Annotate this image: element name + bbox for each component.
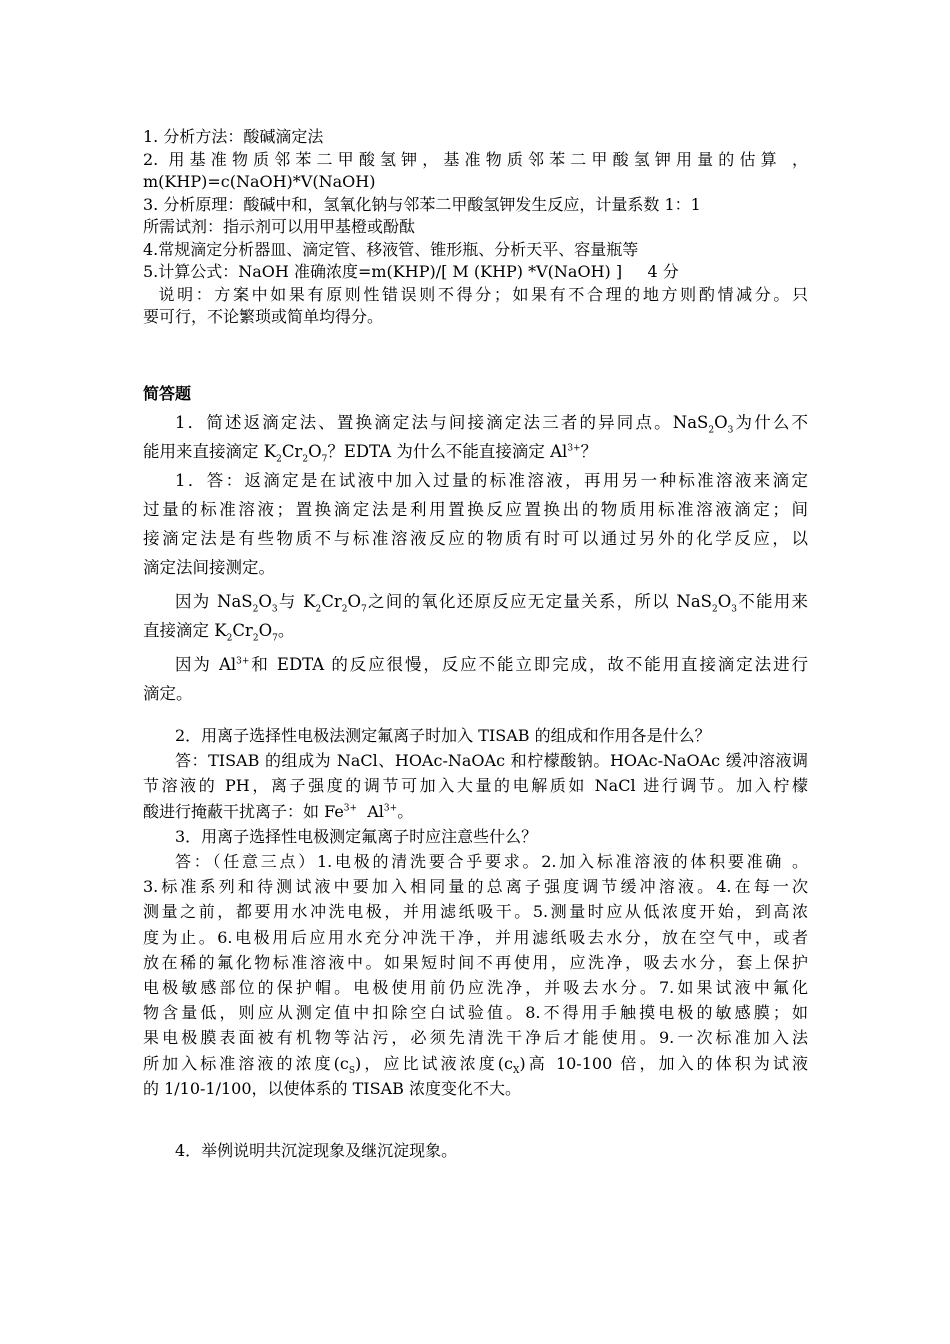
- answer-3-line-6: 电极敏感部位的保护帽。电极使用前仍应洗净，并吸去水分。7.如果试液中氟化: [143, 978, 808, 998]
- plan-line-method: 1. 分析方法：酸碱滴定法: [143, 127, 324, 146]
- section-heading: 简答题: [143, 384, 192, 403]
- answer-1-line-4: 滴定法间接测定。: [143, 558, 275, 577]
- answer-1-para-3-line-2: 滴定。: [143, 684, 193, 703]
- plan-line-standard: 2. 用基准物质邻苯二甲酸氢钾，基准物质邻苯二甲酸氢钾用量的估算 ，: [143, 149, 808, 169]
- question-1-line-1: 1．简述返滴定法、置换滴定法与间接滴定法三者的异同点。$NaS_2O_3$为什么不: [175, 413, 809, 436]
- question-1-line-2: 能用来直接滴定 $K_2Cr_2O_7$？EDTA 为什么不能直接滴定 $Al^{3+}$？: [143, 442, 598, 465]
- plan-line-apparatus: 4.常规滴定分析器皿、滴定管、移液管、锥形瓶、分析天平、容量瓶等: [143, 239, 639, 259]
- answer-2-line-3: 酸进行掩蔽干扰离子：如 $Fe^{3+}$ $Al^{3+}$。: [143, 801, 414, 821]
- question-3: 3．用离子选择性电极测定氟离子时应注意些什么？: [175, 826, 538, 846]
- questions-2-3-block: [143, 723, 808, 1101]
- answer-3-line-1: 答：（任意三点）1.电极的清洗要合乎要求。2.加入标准溶液的体积要准确 。: [175, 852, 808, 872]
- answer-3-line-4: 度为止。6.电极用后应用水充分冲洗干净，并用滤纸吸去水分，放在空气中，或者: [143, 927, 808, 947]
- plan-line-principle: 3. 分析原理：酸碱中和，氢氧化钠与邻苯二甲酸氢钾发生反应，计量系数 1：1: [143, 194, 701, 214]
- answer-2-line-1: 答：TISAB 的组成为 NaCl、HOAc-NaOAc 和柠檬酸钠。HOAc-NaOAc 缓冲溶液调: [175, 751, 808, 771]
- answer-3-line-10: 的 1/10-1/100，以使体系的 TISAB 浓度变化不大。: [143, 1078, 521, 1098]
- answer-1-para-2-line-2: 直接滴定 $K_2Cr_2O_7$。: [143, 621, 295, 644]
- question-2: 2．用离子选择性电极法测定氟离子时加入 TISAB 的组成和作用各是什么？: [175, 726, 711, 745]
- answer-2-line-2: 节溶液的 PH，离子强度的调节可加入大量的电解质如 NaCl 进行调节。加入柠檬: [143, 776, 808, 796]
- answer-1-line-3: 接滴定法是有些物质不与标准溶液反应的物质有时可以通过另外的化学反应，以: [143, 529, 808, 548]
- answer-3-line-8: 果电极膜表面被有机物等沾污，必须先清洗干净后才能使用。9.一次标准加入法: [143, 1028, 808, 1048]
- question-4: 4．举例说明共沉淀现象及继沉淀现象。: [175, 1141, 458, 1160]
- answer-3-line-7: 物含量低，则应从测定值中扣除空白试验值。8.不得用手触摸电极的敏感膜；如: [143, 1003, 808, 1023]
- question-4-block: [143, 1138, 808, 1163]
- plan-line-calculation: 5.计算公式：NaOH 准确浓度=m(KHP)/[ M (KHP) *V(NaOH) ] 4 分: [143, 262, 679, 281]
- answer-1-para-3-line-1: 因为 $Al^{3+}$和 EDTA 的反应很慢，反应不能立即完成，故不能用直接滴定法进行: [175, 655, 808, 674]
- answer-3-line-9: 所加入标准溶液的浓度$(c_S)$，应比试液浓度$(c_X)$高 10-100 倍，加入的体积为试液: [143, 1053, 808, 1076]
- analysis-plan-section: [143, 126, 808, 329]
- answer-3-line-5: 放在稀的氟化物标准溶液中。如果短时间不再使用，应洗净，吸去水分，套上保护: [143, 952, 808, 972]
- answer-1-line-1: 1．答：返滴定是在试液中加入过量的标准溶液，再用另一种标准溶液来滴定: [175, 471, 808, 490]
- plan-line-note-1: 说明：方案中如果有原则性错误则不得分；如果有不合理的地方则酌情减分。只: [143, 284, 808, 304]
- plan-line-note-2: 要可行，不论繁琐或简单均得分。: [143, 307, 384, 326]
- answer-1-line-2: 过量的标准溶液；置换滴定法是利用置换反应置换出的物质用标准溶液滴定；间: [143, 500, 808, 519]
- question-1-block: [143, 408, 808, 708]
- answer-3-line-2: 3.标准系列和待测试液中要加入相同量的总离子强度调节缓冲溶液。4.在每一次: [143, 877, 808, 897]
- plan-line-reagents: 所需试剂：指示剂可以用甲基橙或酚酞: [143, 217, 416, 236]
- answer-1-para-2-line-1: 因为 $NaS_2O_3$与 $K_2Cr_2O_7$之间的氧化还原反应无定量关系，所以 $NaS_2O_3$不能用来: [175, 592, 809, 615]
- answer-3-line-3: 测量之前，都要用水冲洗电极，并用滤纸吸干。5.测量时应从低浓度开始，到高浓: [143, 902, 808, 922]
- plan-line-formula: m(KHP)=c(NaOH)*V(NaOH): [143, 172, 376, 191]
